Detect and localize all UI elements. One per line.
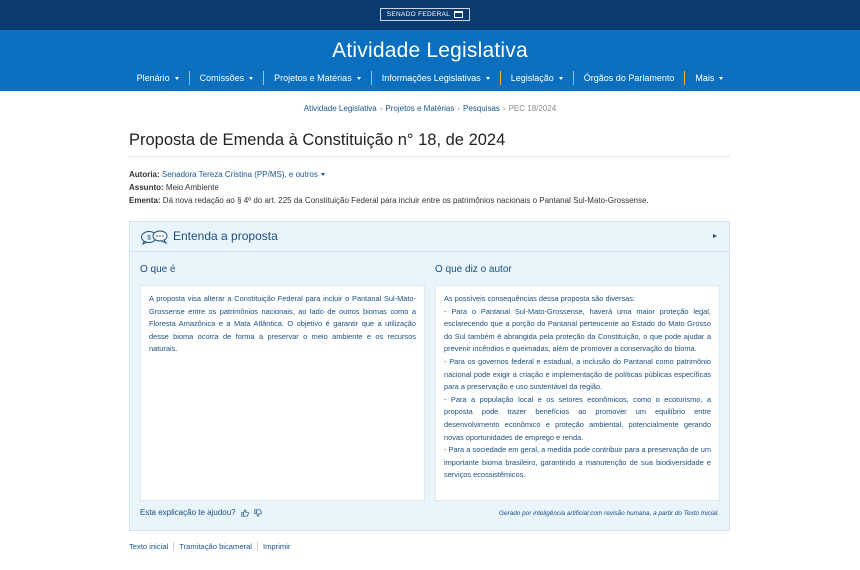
autor-paragraph: - Para o Pantanal Sul-Mato-Grossense, haverá uma maior proteção legal, esclarecendo que a porção do Pantanal pertencente ao Estado do Mato Grosso do Sul também é abrangida pela proteção da Constituição, o que pode ajudar a prevenir incêndios e queimadas, além de promover a conservação do bioma. bbox=[444, 306, 711, 354]
texto-inicial-link[interactable]: Texto inicial bbox=[129, 542, 169, 551]
caret-down-icon bbox=[719, 77, 723, 80]
top-bar bbox=[0, 0, 860, 30]
nav-label: Plenário bbox=[136, 73, 170, 83]
breadcrumb-separator: › bbox=[502, 104, 506, 113]
caret-down-icon[interactable] bbox=[321, 173, 325, 176]
main-nav bbox=[0, 70, 860, 86]
feedback-label: Esta explicação te ajudou? bbox=[140, 508, 236, 517]
chat-bubbles-icon bbox=[140, 229, 168, 245]
ementa-value: Dá nova redação ao § 4º do art. 225 da Constituição Federal para incluir entre os patrimônios nacionais o Pantanal Sul-Mato-Grossense. bbox=[162, 196, 649, 205]
o-que-diz-o-autor-heading: O que diz o autor bbox=[435, 264, 512, 275]
nav-item-projetos-e-materias[interactable] bbox=[263, 71, 371, 85]
ai-disclaimer: Gerado por inteligência artificial com revisão humana, a partir do Texto Inicial. bbox=[499, 510, 719, 517]
ementa-label: Ementa: bbox=[129, 196, 161, 205]
o-que-e-box bbox=[140, 285, 425, 501]
autoria-link[interactable]: Senadora Tereza Cristina (PP/MS), e outros bbox=[161, 170, 318, 179]
caret-down-icon bbox=[559, 77, 563, 80]
autor-paragraph: - Para a população local e os setores econômicos, como o ecoturismo, a proposta pode trazer benefícios ao promover um equilíbrio entre desenvolvimento econômico e proteção ambiental, potencialmente gerando novas oportunidades de emprego e renda. bbox=[444, 394, 711, 442]
caret-down-icon bbox=[357, 77, 361, 80]
svg-text:$: $ bbox=[147, 234, 151, 242]
o-que-e-text: A proposta visa alterar a Constituição Federal para incluir o Pantanal Sul-Mato-Grossense entre os patrimônios nacionais, ao lado de outros biomas como a Floresta Amazônica e a Mata Atlântica. O objetivo é garantir que a utilização desse bioma ocorra de forma a preservar o meio ambiente e os recursos naturais. bbox=[149, 294, 416, 354]
nav-item-mais[interactable] bbox=[684, 71, 733, 85]
nav-label: Legislação bbox=[510, 73, 554, 83]
tramitacao-bicameral-link[interactable]: Tramitação bicameral bbox=[173, 542, 257, 551]
breadcrumb-item[interactable]: Atividade Legislativa bbox=[303, 104, 377, 113]
autor-paragraph: As possíveis consequências dessa proposta são diversas: bbox=[444, 294, 636, 303]
autor-paragraph: - Para a sociedade em geral, a medida pode contribuir para a preservação de um importante bioma brasileiro, garantindo a manutenção de sua biodiversidade e serviços ecossistêmicos. bbox=[444, 445, 711, 480]
breadcrumb-current: PEC 18/2024 bbox=[508, 104, 557, 113]
senado-federal-logo[interactable] bbox=[380, 8, 470, 21]
caret-down-icon bbox=[249, 77, 253, 80]
nav-label: Projetos e Matérias bbox=[274, 73, 352, 83]
o-que-diz-o-autor-box bbox=[435, 285, 720, 501]
assunto-value: Meio Ambiente bbox=[165, 183, 219, 192]
caret-down-icon bbox=[486, 77, 490, 80]
nav-item-plenario[interactable] bbox=[127, 71, 189, 85]
autoria-row bbox=[129, 170, 325, 179]
assunto-row bbox=[129, 183, 219, 192]
autoria-label: Autoria: bbox=[129, 170, 160, 179]
feedback bbox=[140, 508, 262, 517]
footer-links bbox=[129, 542, 295, 551]
autor-paragraph: - Para os governos federal e estadual, a inclusão do Pantanal como patrimônio nacional pode exigir a criação e implementação de políticas públicas específicas para a preservação e uso sustentável da região. bbox=[444, 356, 711, 392]
o-que-e-heading: O que é bbox=[140, 264, 176, 275]
expand-arrow-icon[interactable] bbox=[713, 234, 717, 238]
nav-item-informacoes-legislativas[interactable] bbox=[371, 71, 500, 85]
page-title: Proposta de Emenda à Constituição n° 18, de 2024 bbox=[129, 131, 506, 149]
entenda-card bbox=[129, 221, 730, 531]
building-icon bbox=[454, 11, 463, 18]
breadcrumb-item[interactable]: Projetos e Matérias bbox=[385, 104, 455, 113]
site-title[interactable]: Atividade Legislativa bbox=[332, 39, 528, 62]
breadcrumb-item[interactable]: Pesquisas bbox=[463, 104, 500, 113]
nav-label: Mais bbox=[695, 73, 715, 83]
nav-item-comissoes[interactable] bbox=[189, 71, 264, 85]
divider bbox=[129, 156, 730, 157]
thumbs-down-icon[interactable] bbox=[254, 509, 262, 517]
senado-brand-text: SENADO FEDERAL bbox=[386, 11, 451, 18]
nav-item-legislacao[interactable] bbox=[500, 71, 573, 85]
card-title: Entenda a proposta bbox=[173, 229, 278, 243]
nav-label: Informações Legislativas bbox=[381, 73, 481, 83]
imprimir-link[interactable]: Imprimir bbox=[257, 542, 295, 551]
assunto-label: Assunto: bbox=[129, 183, 164, 192]
nav-label: Comissões bbox=[199, 73, 245, 83]
ementa-row bbox=[129, 196, 649, 205]
site-header bbox=[0, 30, 860, 91]
caret-down-icon bbox=[175, 77, 179, 80]
nav-label: Órgãos do Parlamento bbox=[583, 73, 675, 83]
breadcrumb-separator: › bbox=[457, 104, 460, 113]
breadcrumb-separator: › bbox=[379, 104, 383, 113]
nav-item-orgaos-do-parlamento[interactable] bbox=[573, 71, 685, 85]
card-header[interactable] bbox=[130, 222, 729, 252]
breadcrumb bbox=[0, 104, 860, 113]
thumbs-up-icon[interactable] bbox=[241, 509, 249, 517]
